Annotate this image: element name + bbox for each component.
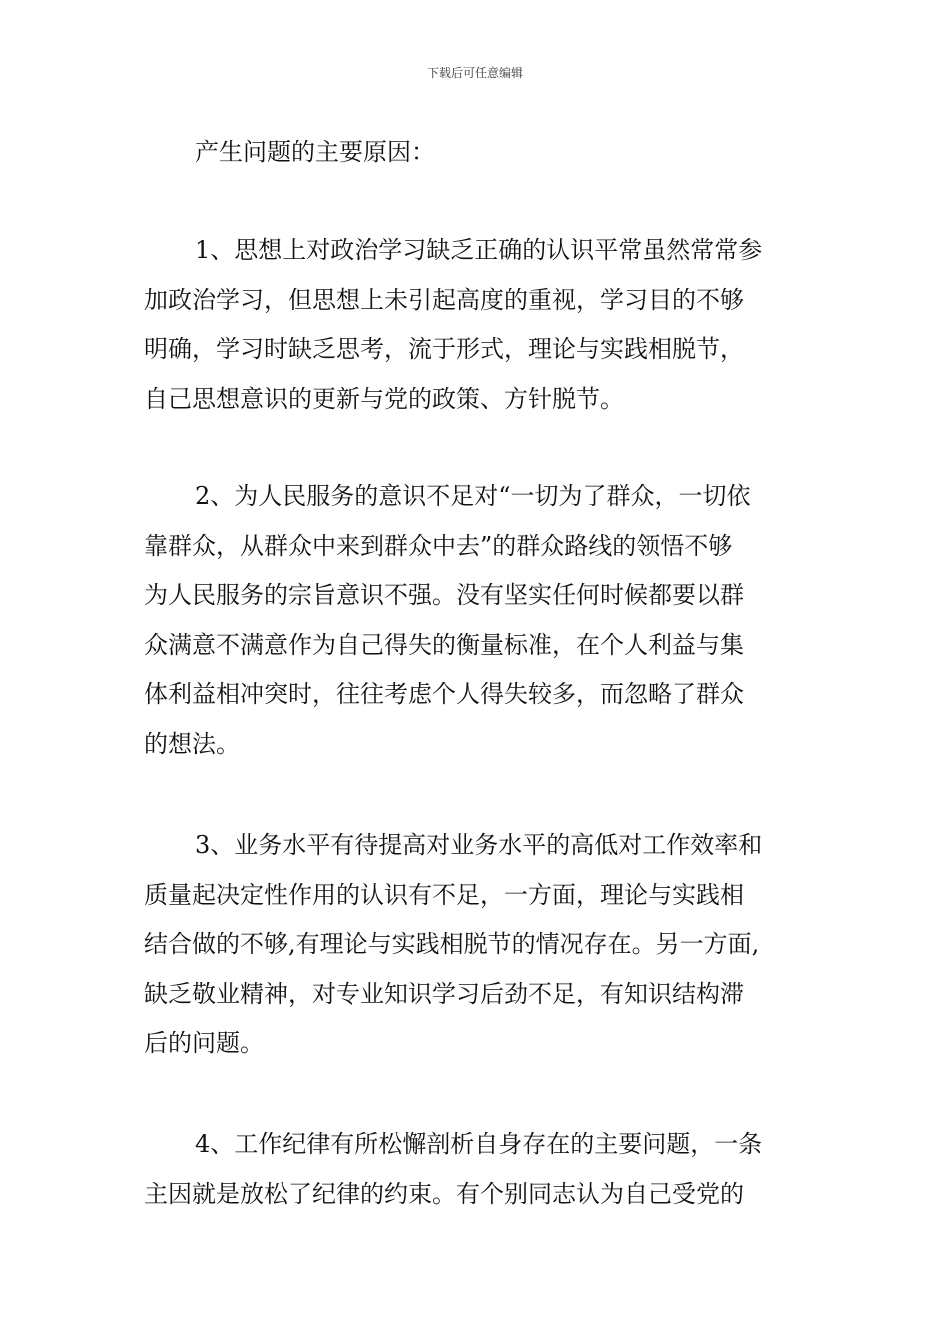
paragraph-line: 自己思想意识的更新与党的政策、方针脱节。 <box>144 384 624 413</box>
paragraph-2 <box>144 472 816 769</box>
paragraph-3 <box>144 821 816 1069</box>
paragraph-line: 2、为人民服务的意识不足对“一切为了群众，一切依 <box>195 482 751 510</box>
page-header: 下载后可任意编辑 <box>426 66 523 80</box>
paragraph-line: 主因就是放松了纪律的约束。有个别同志认为自己受党的 <box>144 1179 744 1208</box>
paragraph-line: 众满意不满意作为自己得失的衡量标准，在个人利益与集 <box>144 630 744 659</box>
paragraph-line: 后的问题。 <box>144 1029 264 1057</box>
paragraph-1 <box>144 226 816 424</box>
paragraph-line: 4、工作纪律有所松懈剖析自身存在的主要问题，一条 <box>195 1130 763 1158</box>
paragraph-line: 靠群众，从群众中来到群众中去”的群众路线的领悟不够 <box>144 531 733 560</box>
section-heading: 产生问题的主要原因： <box>195 138 435 166</box>
paragraph-4 <box>144 1120 816 1219</box>
paragraph-line: 为人民服务的宗旨意识不强。没有坚实任何时候都要以群 <box>144 581 744 609</box>
paragraph-line: 缺乏敬业精神，对专业知识学习后劲不足，有知识结构滞 <box>144 979 744 1008</box>
paragraph-line: 的想法。 <box>144 729 240 758</box>
paragraph-line: 质量起决定性作用的认识有不足，一方面，理论与实践相 <box>144 880 744 909</box>
paragraph-line: 3、业务水平有待提高对业务水平的高低对工作效率和 <box>195 831 763 859</box>
paragraph-line: 结合做的不够,有理论与实践相脱节的情况存在。另一方面, <box>144 930 760 958</box>
paragraph-line: 明确，学习时缺乏思考，流于形式，理论与实践相脱节， <box>144 335 744 363</box>
paragraph-line: 体利益相冲突时，往往考虑个人得失较多，而忽略了群众 <box>144 680 744 708</box>
paragraph-line: 1、思想上对政治学习缺乏正确的认识平常虽然常常参 <box>195 236 763 264</box>
paragraph-line: 加政治学习，但思想上未引起高度的重视，学习目的不够 <box>144 285 744 314</box>
